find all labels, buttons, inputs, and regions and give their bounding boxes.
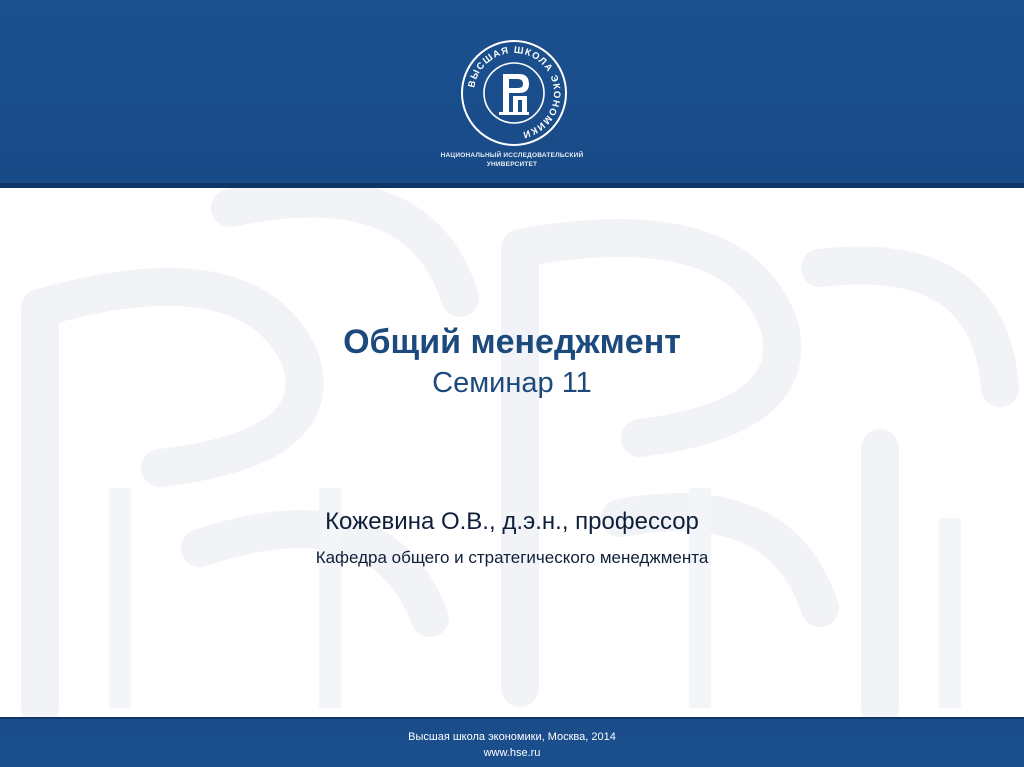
slide-subtitle: Семинар 11	[432, 367, 592, 399]
background-watermark	[0, 188, 1024, 720]
footer-website-link[interactable]: www.hse.ru	[483, 747, 541, 759]
hse-logo-icon	[459, 38, 569, 148]
department-line: Кафедра общего и стратегического менеджмента	[315, 548, 709, 567]
university-name	[412, 151, 612, 169]
university-name-line1: НАЦИОНАЛЬНЫЙ ИССЛЕДОВАТЕЛЬСКИЙ	[440, 152, 584, 159]
footer-institution: Высшая школа экономики, Москва, 2014	[408, 731, 616, 743]
logo-ring-text: ВЫСШАЯ ШКОЛА ЭКОНОМИКИ	[466, 44, 563, 141]
slide-title: Общий менеджмент	[343, 323, 681, 361]
university-name-line2: УНИВЕРСИТЕТ	[486, 161, 538, 168]
author-line: Кожевина О.В., д.э.н., профессор	[325, 508, 699, 535]
